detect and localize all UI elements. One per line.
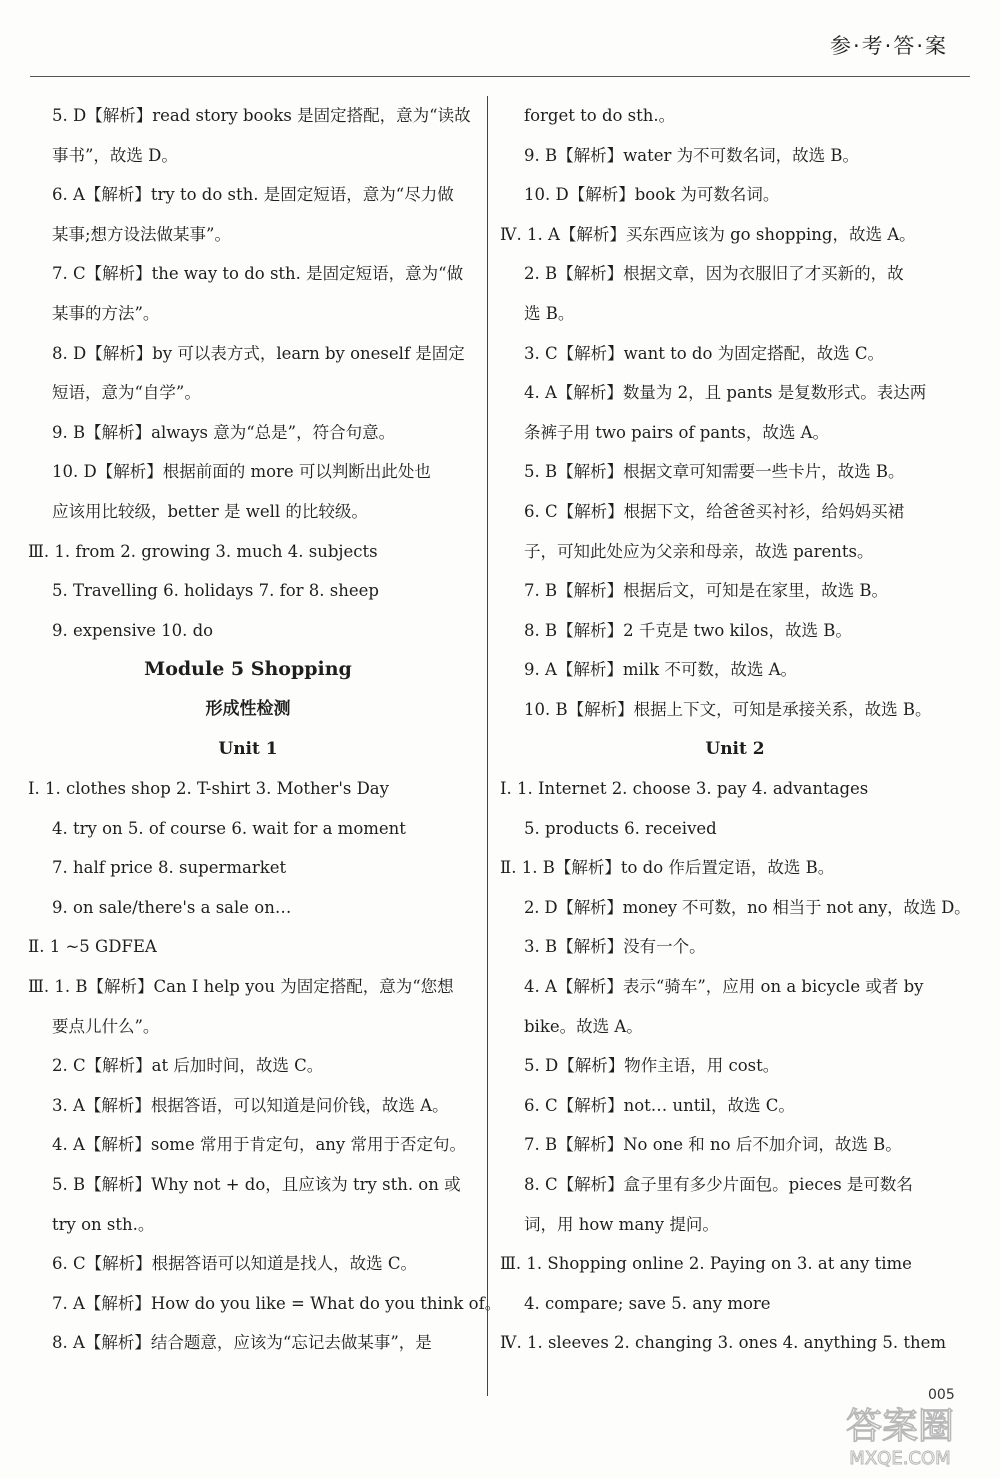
- answer-line: Ⅳ. 1. A【解析】买东西应该为 go shopping，故选 A。: [500, 224, 916, 244]
- answer-line: 8. B【解析】2 千克是 two kilos，故选 B。: [524, 620, 852, 640]
- answer-line: 5. D【解析】read story books 是固定搭配，意为“读故: [52, 106, 471, 125]
- answer-line: 某事的方法”。: [52, 303, 160, 323]
- answer-line: 3. C【解析】want to do 为固定搭配，故选 C。: [524, 343, 884, 363]
- answer-line: 5. D【解析】物作主语，用 cost。: [524, 1056, 780, 1076]
- header-rule: [30, 76, 970, 77]
- right-column: [500, 96, 970, 1363]
- answer-line: 8. D【解析】by 可以表方式，learn by oneself 是固定: [52, 343, 465, 363]
- answer-line: 5. products 6. received: [524, 818, 717, 838]
- section-heading: 形成性检测: [205, 698, 291, 719]
- answer-line: 10. B【解析】根据上下文，可知是承接关系，故选 B。: [524, 699, 932, 719]
- answer-line: 5. B【解析】Why not + do，且应该为 try sth. on 或: [52, 1175, 461, 1195]
- answer-line: 10. D【解析】根据前面的 more 可以判断出此处也: [52, 462, 431, 482]
- answer-line: 4. A【解析】表示“骑车”，应用 on a bicycle 或者 by: [524, 977, 924, 997]
- section-heading: Unit 1: [218, 738, 278, 759]
- answer-line: 3. B【解析】没有一个。: [524, 937, 706, 957]
- answer-line: 9. B【解析】water 为不可数名词，故选 B。: [524, 145, 859, 165]
- watermark-logo: [820, 1398, 980, 1470]
- answer-line: 7. B【解析】No one 和 no 后不加介词，故选 B。: [524, 1135, 902, 1155]
- answer-line: 8. A【解析】结合题意，应该为“忘记去做某事”，是: [52, 1333, 432, 1353]
- watermark-text: 答案圈: [845, 1406, 955, 1447]
- answer-line: 9. A【解析】milk 不可数，故选 A。: [524, 660, 798, 680]
- answer-line: 2. D【解析】money 不可数，no 相当于 not any，故选 D。: [524, 897, 971, 917]
- answer-line: Ⅲ. 1. Shopping online 2. Paying on 3. at any time: [500, 1254, 912, 1274]
- answer-line: 6. C【解析】not… until，故选 C。: [524, 1095, 795, 1115]
- answer-line: 9. B【解析】always 意为“总是”，符合句意。: [52, 422, 396, 442]
- answer-line: 子，可知此处应为父亲和母亲，故选 parents。: [524, 541, 874, 561]
- answer-line: forget to do sth.。: [524, 106, 676, 125]
- answer-line: Ⅲ. 1. B【解析】Can I help you 为固定搭配，意为“您想: [28, 977, 454, 997]
- answer-line: 6. C【解析】根据下文，给爸爸买衬衫，给妈妈买裙: [524, 501, 905, 521]
- answer-line: 4. A【解析】some 常用于肯定句，any 常用于否定句。: [52, 1135, 466, 1155]
- answer-line: 8. C【解析】盒子里有多少片面包。pieces 是可数名: [524, 1175, 913, 1195]
- answer-line: 7. A【解析】How do you like = What do you think of。: [52, 1293, 502, 1313]
- answer-line: 9. expensive 10. do: [52, 620, 214, 640]
- answer-line: 7. half price 8. supermarket: [52, 858, 287, 878]
- answer-line: 2. B【解析】根据文章，因为衣服旧了才买新的，故: [524, 264, 904, 284]
- answer-line: 某事;想方设法做某事”。: [52, 224, 231, 244]
- answer-line: 9. on sale/there's a sale on…: [52, 897, 292, 917]
- answer-line: 5. B【解析】根据文章可知需要一些卡片，故选 B。: [524, 462, 905, 482]
- section-heading: Module 5 Shopping: [144, 658, 352, 681]
- answer-line: 2. C【解析】at 后加时间，故选 C。: [52, 1056, 324, 1076]
- answer-line: 7. B【解析】根据后文，可知是在家里，故选 B。: [524, 581, 888, 601]
- answer-line: 选 B。: [524, 303, 575, 323]
- answer-line: 短语，意为“自学”。: [52, 383, 201, 403]
- answer-line: 4. compare; save 5. any more: [524, 1293, 771, 1313]
- answer-line: 3. A【解析】根据答语，可以知道是问价钱，故选 A。: [52, 1095, 449, 1115]
- answer-line: 7. C【解析】the way to do sth. 是固定短语，意为“做: [52, 264, 464, 284]
- answer-line: 应该用比较级，better 是 well 的比较级。: [52, 501, 368, 521]
- answer-line: 要点儿什么”。: [52, 1016, 160, 1036]
- answer-line: 4. try on 5. of course 6. wait for a moment: [52, 818, 406, 838]
- answer-line: 事书”，故选 D。: [52, 145, 178, 165]
- answer-line: Ⅰ. 1. Internet 2. choose 3. pay 4. advantages: [500, 779, 869, 799]
- section-heading: Unit 2: [705, 738, 765, 759]
- answer-line: Ⅱ. 1 ~5 GDFEA: [28, 937, 157, 957]
- answer-line: 5. Travelling 6. holidays 7. for 8. sheep: [52, 581, 379, 601]
- answer-line: 6. C【解析】根据答语可以知道是找人，故选 C。: [52, 1254, 417, 1274]
- answer-line: bike。故选 A。: [524, 1016, 643, 1036]
- answer-line: 条裤子用 two pairs of pants，故选 A。: [524, 422, 830, 442]
- page-number: 005: [928, 1387, 955, 1403]
- answer-line: 4. A【解析】数量为 2，且 pants 是复数形式。表达两: [524, 383, 927, 403]
- answer-line: Ⅰ. 1. clothes shop 2. T-shirt 3. Mother's Day: [28, 779, 389, 799]
- page-header: 参·考·答·案: [829, 34, 948, 58]
- answer-line: Ⅳ. 1. sleeves 2. changing 3. ones 4. anything 5. them: [500, 1333, 947, 1353]
- answer-line: 10. D【解析】book 为可数名词。: [524, 185, 780, 205]
- answer-line: 词，用 how many 提问。: [524, 1214, 719, 1234]
- answer-line: Ⅱ. 1. B【解析】to do 作后置定语，故选 B。: [500, 858, 835, 878]
- left-column: [28, 96, 502, 1363]
- watermark-url: MXQE.COM: [849, 1448, 951, 1469]
- answer-line: 6. A【解析】try to do sth. 是固定短语，意为“尽力做: [52, 185, 454, 205]
- column-divider: [487, 96, 488, 1396]
- answer-line: try on sth.。: [52, 1214, 155, 1234]
- answer-line: Ⅲ. 1. from 2. growing 3. much 4. subjects: [28, 541, 378, 561]
